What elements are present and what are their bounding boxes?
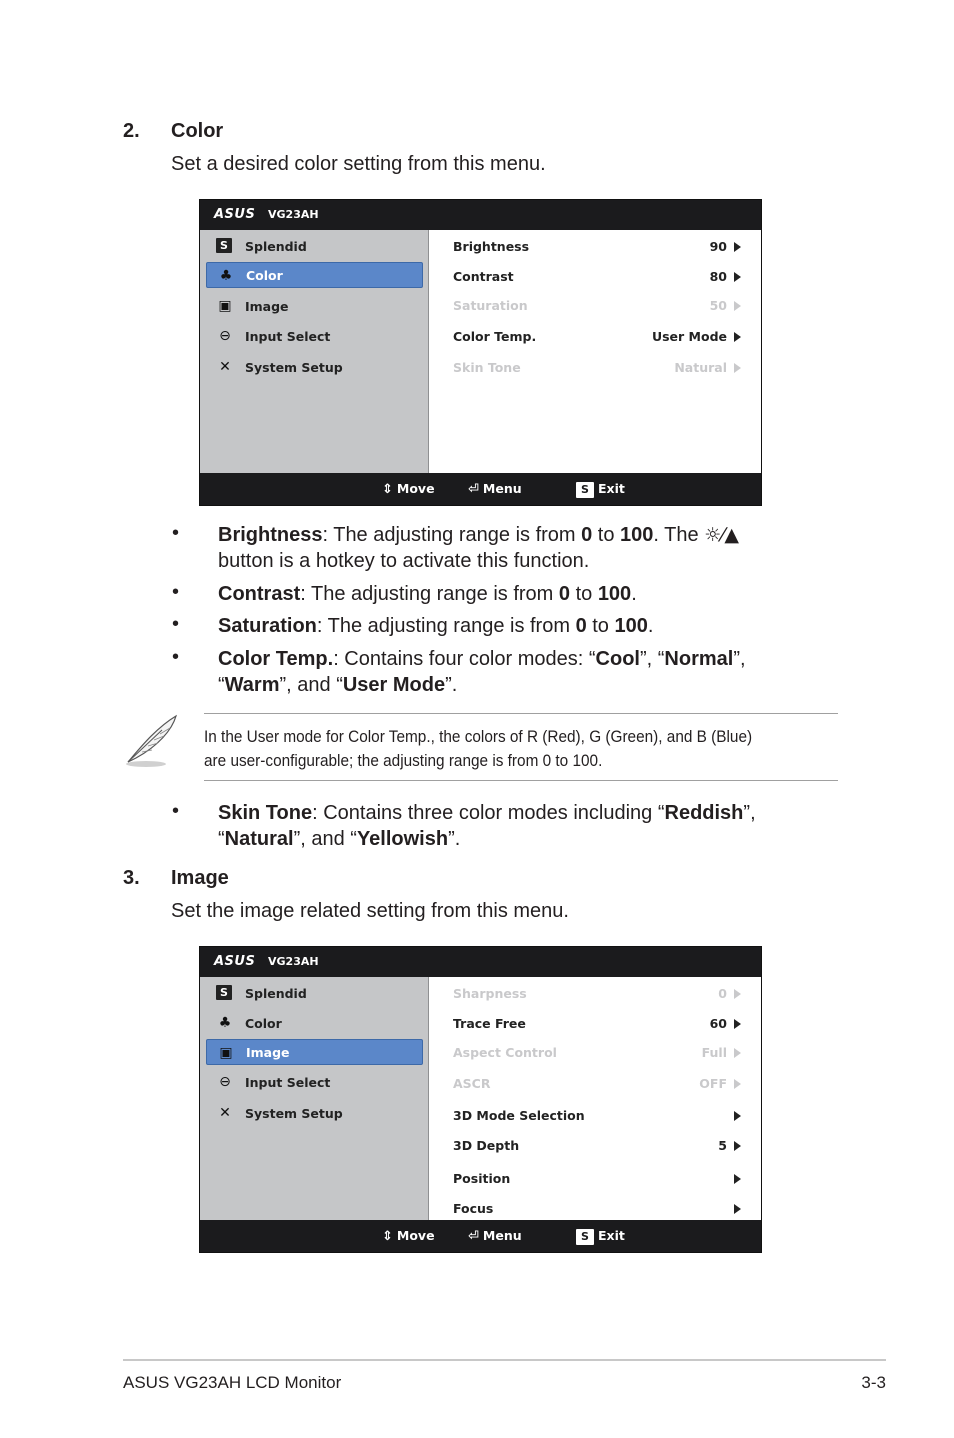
- text: : The adjusting range is from: [300, 583, 559, 605]
- term: 0: [575, 615, 587, 637]
- nav-label: Color: [246, 268, 283, 283]
- text: to: [570, 583, 598, 605]
- picture-icon: ▣: [218, 298, 232, 314]
- bullet-saturation: [218, 613, 838, 639]
- arrow-right-icon: [734, 242, 741, 252]
- asus-logo: ASUS: [214, 207, 256, 222]
- term: Cool: [595, 648, 640, 670]
- osd-footer: [200, 1220, 761, 1252]
- text: ”, “: [639, 648, 665, 670]
- bullet-color-temp: [218, 646, 838, 698]
- term: Saturation: [218, 615, 317, 637]
- footer-move: [382, 481, 435, 497]
- osd-menu-image: [199, 946, 762, 1253]
- footer-menu: [468, 481, 522, 497]
- arrow-right-icon: [734, 1111, 741, 1121]
- nav-item-splendid[interactable]: [206, 980, 423, 1006]
- option-value: 60: [709, 1016, 727, 1031]
- option-value: 90: [709, 239, 727, 254]
- option-label: Color Temp.: [453, 329, 537, 344]
- text: ”,: [743, 802, 756, 824]
- option-color-temp[interactable]: [429, 327, 761, 347]
- text: ”.: [448, 828, 461, 850]
- arrow-right-icon: [734, 1048, 741, 1058]
- option-value: 5: [718, 1138, 727, 1153]
- asus-logo: ASUS: [214, 954, 256, 969]
- text: to: [592, 524, 621, 546]
- osd-options: [429, 977, 761, 1222]
- option-label: 3D Depth: [453, 1138, 520, 1153]
- bullet-brightness: [218, 522, 838, 574]
- bullet-skin-tone: [218, 800, 838, 852]
- text: . The: [653, 524, 705, 546]
- footer-menu-label: Menu: [482, 481, 522, 496]
- section-title: Image: [171, 867, 229, 889]
- option-label: Trace Free: [453, 1016, 526, 1031]
- footer-exit-label: Exit: [598, 1228, 625, 1243]
- text: “: [218, 674, 225, 696]
- option-label: Aspect Control: [453, 1045, 557, 1060]
- color-palette-icon: ♣: [219, 268, 233, 284]
- exit-s-icon: S: [576, 1229, 594, 1245]
- text: : Contains four color modes: “: [333, 648, 596, 670]
- osd-header: [200, 947, 761, 977]
- text: “: [218, 828, 225, 850]
- term: Natural: [224, 828, 294, 850]
- option-brightness[interactable]: [429, 237, 761, 257]
- text: ”.: [445, 674, 458, 696]
- footer-exit: [576, 1228, 625, 1245]
- option-label: Skin Tone: [453, 360, 521, 375]
- section-number: 2.: [123, 120, 140, 142]
- term: Yellowish: [356, 828, 449, 850]
- osd-nav: [200, 230, 429, 475]
- option-focus[interactable]: [429, 1199, 761, 1219]
- option-value: 80: [709, 269, 727, 284]
- feather-pen-icon: [122, 712, 180, 770]
- option-label: Brightness: [453, 239, 530, 254]
- nav-label: Input Select: [245, 329, 331, 344]
- option-3d-mode-selection[interactable]: [429, 1106, 761, 1126]
- bullet-marker: •: [172, 581, 180, 603]
- arrow-right-icon: [734, 301, 741, 311]
- nav-item-system-setup[interactable]: [206, 354, 423, 380]
- nav-item-system-setup[interactable]: [206, 1100, 423, 1126]
- arrow-right-icon: [734, 272, 741, 282]
- nav-item-splendid[interactable]: [206, 233, 423, 259]
- osd-nav: [200, 977, 429, 1222]
- osd-options: [429, 230, 761, 475]
- nav-item-color[interactable]: [206, 262, 423, 288]
- option-label: ASCR: [453, 1076, 491, 1091]
- model-name: VG23AH: [268, 955, 319, 968]
- input-icon: ⊖: [219, 328, 231, 344]
- term: 0: [581, 524, 593, 546]
- option-label: Contrast: [453, 269, 514, 284]
- option-value: Full: [701, 1045, 727, 1060]
- option-label: Position: [453, 1171, 511, 1186]
- note-bottom-rule: [204, 780, 838, 781]
- section-title: Color: [171, 120, 224, 142]
- term: 100: [597, 583, 632, 605]
- arrow-right-icon: [734, 1204, 741, 1214]
- term: Reddish: [664, 802, 744, 824]
- splendid-icon: S: [216, 238, 232, 253]
- text: .: [631, 583, 637, 605]
- term: Warm: [224, 674, 280, 696]
- note-top-rule: [204, 713, 838, 714]
- arrow-right-icon: [734, 363, 741, 373]
- nav-label: System Setup: [245, 360, 343, 375]
- option-3d-depth[interactable]: [429, 1136, 761, 1156]
- text: ”, and “: [293, 828, 357, 850]
- tools-icon: ✕: [219, 1105, 231, 1121]
- text: : Contains three color modes including “: [312, 802, 665, 824]
- option-value: 0: [718, 986, 727, 1001]
- text: button is a hotkey to activate this function.: [218, 550, 590, 572]
- footer-move-label: Move: [396, 1228, 435, 1243]
- tools-icon: ✕: [219, 359, 231, 375]
- model-name: VG23AH: [268, 208, 319, 221]
- arrow-right-icon: [734, 1079, 741, 1089]
- option-saturation: [429, 296, 761, 316]
- footer-product-name: ASUS VG23AH LCD Monitor: [123, 1373, 342, 1392]
- nav-label: Image: [246, 1045, 290, 1060]
- term: Color Temp.: [218, 648, 334, 670]
- text: : The adjusting range is from: [316, 615, 576, 637]
- text: ”, and “: [279, 674, 343, 696]
- exit-s-icon: S: [576, 482, 594, 498]
- osd-header: [200, 200, 761, 230]
- option-label: 3D Mode Selection: [453, 1108, 585, 1123]
- option-label: Focus: [453, 1201, 494, 1216]
- color-palette-icon: ♣: [218, 1015, 232, 1031]
- section-description: Set a desired color setting from this menu.: [171, 153, 546, 175]
- nav-item-image[interactable]: [206, 293, 423, 319]
- footer-move-label: Move: [396, 481, 435, 496]
- term: Contrast: [218, 583, 301, 605]
- footer-menu-label: Menu: [482, 1228, 522, 1243]
- footer-move: [382, 1228, 435, 1244]
- term: Skin Tone: [218, 802, 313, 824]
- picture-icon: ▣: [219, 1045, 233, 1061]
- nav-label: Color: [245, 1016, 282, 1031]
- up-down-arrows-icon: ⇕: [382, 482, 393, 497]
- option-position[interactable]: [429, 1169, 761, 1189]
- term: Normal: [664, 648, 734, 670]
- nav-item-input-select[interactable]: [206, 323, 423, 349]
- option-label: Saturation: [453, 298, 528, 313]
- option-contrast[interactable]: [429, 267, 761, 287]
- section-number: 3.: [123, 867, 140, 889]
- arrow-right-icon: [734, 1141, 741, 1151]
- brightness-hotkey-icon: ☼⁄▲: [704, 524, 740, 546]
- input-icon: ⊖: [219, 1074, 231, 1090]
- splendid-icon: S: [216, 985, 232, 1000]
- nav-item-input-select[interactable]: [206, 1069, 423, 1095]
- text: : The adjusting range is from: [322, 524, 582, 546]
- nav-label: Image: [245, 299, 289, 314]
- bullet-marker: •: [172, 800, 180, 822]
- nav-label: System Setup: [245, 1106, 343, 1121]
- option-sharpness: [429, 984, 761, 1004]
- option-value: 50: [709, 298, 727, 313]
- footer-exit-label: Exit: [598, 481, 625, 496]
- note-line-1: In the User mode for Color Temp., the colors of R (Red), G (Green), and B (Blue): [204, 728, 753, 746]
- option-label: Sharpness: [453, 986, 527, 1001]
- option-value: User Mode: [651, 329, 727, 344]
- bullet-marker: •: [172, 613, 180, 635]
- nav-item-image[interactable]: [206, 1039, 423, 1065]
- text: ”,: [733, 648, 746, 670]
- text: to: [586, 615, 615, 637]
- option-trace-free[interactable]: [429, 1014, 761, 1034]
- bullet-marker: •: [172, 646, 180, 668]
- arrow-right-icon: [734, 1019, 741, 1029]
- arrow-right-icon: [734, 989, 741, 999]
- nav-label: Splendid: [245, 239, 307, 254]
- term: Brightness: [218, 524, 323, 546]
- enter-icon: ⏎: [468, 1229, 479, 1244]
- nav-item-color[interactable]: [206, 1010, 423, 1036]
- term: User Mode: [342, 674, 446, 696]
- term: 100: [620, 524, 654, 546]
- option-aspect-control: [429, 1043, 761, 1063]
- option-value: Natural: [674, 360, 727, 375]
- nav-label: Input Select: [245, 1075, 331, 1090]
- text: .: [647, 615, 654, 637]
- term: 100: [614, 615, 648, 637]
- bullet-marker: •: [172, 522, 180, 544]
- footer-page-number: 3-3: [861, 1373, 886, 1392]
- term: 0: [558, 583, 571, 605]
- note-line-2: are user-configurable; the adjusting range is from 0 to 100.: [204, 752, 603, 770]
- option-ascr: [429, 1074, 761, 1094]
- note-text: [204, 725, 799, 773]
- option-value: OFF: [699, 1076, 727, 1091]
- up-down-arrows-icon: ⇕: [382, 1229, 393, 1244]
- bullet-contrast: [218, 581, 838, 607]
- osd-footer: [200, 473, 761, 505]
- osd-menu-color: [199, 199, 762, 506]
- option-skin-tone: [429, 358, 761, 378]
- footer-menu: [468, 1228, 522, 1244]
- footer-exit: [576, 481, 625, 498]
- nav-label: Splendid: [245, 986, 307, 1001]
- arrow-right-icon: [734, 1174, 741, 1184]
- section-description: Set the image related setting from this menu.: [171, 900, 569, 922]
- footer-rule: [123, 1359, 886, 1361]
- arrow-right-icon: [734, 332, 741, 342]
- enter-icon: ⏎: [468, 482, 479, 497]
